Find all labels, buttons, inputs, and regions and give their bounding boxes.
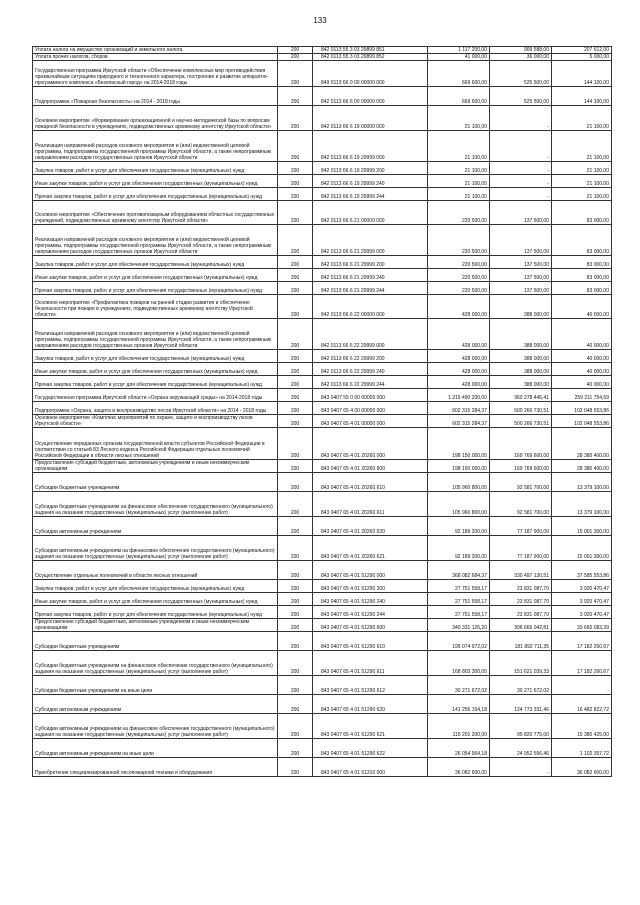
row-kbk-cell: 843 0407 65 4 01 51290 200	[313, 580, 428, 593]
row-kbk-cell: 842 0113 66 6 21 00000 000	[313, 201, 428, 225]
row-code-cell: 200	[278, 460, 313, 473]
row-name-cell: Субсидии автономным учреждениям на финансовое обеспечение государственного (муниципального) задания на оказание государственных (муниципальных) услуг (выполнение работ)	[33, 536, 278, 561]
row-kbk-cell: 842 0113 66 6 21 29999 244	[313, 282, 428, 295]
row-approved-cell: 21 100,00	[428, 162, 490, 175]
row-remaining-cell: 3 920 470,47	[552, 606, 612, 619]
row-remaining-cell: -	[552, 676, 612, 695]
row-code-cell: 200	[278, 619, 313, 632]
row-code-cell: 200	[278, 350, 313, 363]
row-approved-cell: 27 751 558,17	[428, 580, 490, 593]
row-kbk-cell: 843 0407 65 4 01 51290 622	[313, 739, 428, 758]
row-approved-cell: 21 100,00	[428, 175, 490, 188]
row-approved-cell: 220 500,00	[428, 201, 490, 225]
row-executed-cell: 36 000,00	[490, 54, 552, 61]
row-name-cell: Предоставление субсидий бюджетным, автономным учреждениям и иным некоммерческим организациям	[33, 619, 278, 632]
row-executed-cell: 500 266 730,51	[490, 402, 552, 415]
row-approved-cell: 340 331 126,20	[428, 619, 490, 632]
table-row	[33, 651, 612, 676]
row-executed-cell: 137 500,00	[490, 256, 552, 269]
row-code-cell: 200	[278, 492, 313, 517]
row-remaining-cell: 13 379 100,00	[552, 473, 612, 492]
row-kbk-cell: 843 0407 65 4 01 20260 610	[313, 473, 428, 492]
row-code-cell: 200	[278, 175, 313, 188]
row-name-cell: Субсидии бюджетным учреждениям	[33, 473, 278, 492]
row-remaining-cell: 207 612,00	[552, 47, 612, 54]
row-code-cell: 200	[278, 54, 313, 61]
row-code-cell: 200	[278, 739, 313, 758]
row-approved-cell: 168 803 300,00	[428, 651, 490, 676]
row-remaining-cell: 17 182 260,67	[552, 651, 612, 676]
table-row	[33, 175, 612, 188]
row-code-cell: 200	[278, 87, 313, 106]
row-kbk-cell: 842 0113 66 6 22 29999 244	[313, 376, 428, 389]
row-code-cell: 200	[278, 651, 313, 676]
row-kbk-cell: 849 0113 66 0 00 00000 000	[313, 61, 428, 87]
row-approved-cell: 141 256 154,18	[428, 695, 490, 714]
row-name-cell: Прочая закупка товаров, работ и услуг для обеспечения государственных (муниципальных) нужд	[33, 188, 278, 201]
row-executed-cell: 169 769 600,00	[490, 460, 552, 473]
row-approved-cell: 220 500,00	[428, 256, 490, 269]
row-approved-cell: 199 074 972,02	[428, 632, 490, 651]
row-remaining-cell: 83 000,00	[552, 201, 612, 225]
row-kbk-cell: 843 0407 65 4 01 51290 600	[313, 619, 428, 632]
row-code-cell: 200	[278, 131, 313, 162]
row-code-cell: 200	[278, 106, 313, 131]
row-code-cell: 200	[278, 269, 313, 282]
budget-execution-table	[32, 46, 612, 777]
row-kbk-cell: 843 0407 55 0 00 00000 000	[313, 389, 428, 402]
table-row	[33, 632, 612, 651]
row-kbk-cell: 843 0407 65 4 01 51290 240	[313, 593, 428, 606]
table-row	[33, 363, 612, 376]
row-name-cell: Прочая закупка товаров, работ и услуг для обеспечения государственных (муниципальных) нужд	[33, 376, 278, 389]
row-kbk-cell: 842 0113 66 6 21 29999 240	[313, 269, 428, 282]
row-name-cell: Основное мероприятие «Профилактика пожаров на ранней стадии развития и обеспечение безопасности при пожаре в учреждениях, подведомственных архивному агентству Иркутской области»	[33, 295, 278, 319]
row-code-cell: 200	[278, 188, 313, 201]
table-row	[33, 758, 612, 777]
row-code-cell: 200	[278, 376, 313, 389]
row-executed-cell: 960 278 445,41	[490, 389, 552, 402]
row-approved-cell: 36 082 600,00	[428, 758, 490, 777]
row-approved-cell: 428 000,00	[428, 363, 490, 376]
row-name-cell: Предоставление субсидий бюджетным, автономным учреждениям и иным некоммерческим организациям	[33, 460, 278, 473]
row-remaining-cell: 102 048 553,86	[552, 415, 612, 428]
row-code-cell: 200	[278, 536, 313, 561]
row-approved-cell: 428 000,00	[428, 295, 490, 319]
row-code-cell: 200	[278, 61, 313, 87]
row-remaining-cell: 40 000,00	[552, 376, 612, 389]
row-approved-cell: 41 000,00	[428, 54, 490, 61]
row-code-cell: 200	[278, 676, 313, 695]
row-executed-cell: 23 831 087,70	[490, 606, 552, 619]
table-row	[33, 87, 612, 106]
row-code-cell: 200	[278, 632, 313, 651]
row-kbk-cell: 843 0407 65 4 01 51290 612	[313, 676, 428, 695]
row-code-cell: 200	[278, 517, 313, 536]
row-name-cell: Закупка товаров, работ и услуг для обеспечения государственных (муниципальных) нужд	[33, 580, 278, 593]
row-code-cell: 200	[278, 225, 313, 256]
row-executed-cell: -	[490, 162, 552, 175]
row-approved-cell: 105 960 800,00	[428, 473, 490, 492]
row-name-cell: Государственная программа Иркутской области «Охрана окружающей среды» на 2014-2018 годы	[33, 389, 278, 402]
table-row	[33, 415, 612, 428]
row-executed-cell: 137 500,00	[490, 225, 552, 256]
row-remaining-cell: 40 000,00	[552, 363, 612, 376]
table-row	[33, 106, 612, 131]
row-executed-cell: -	[490, 106, 552, 131]
row-name-cell: Осуществление отдельных полномочий в области лесных отношений	[33, 561, 278, 580]
row-code-cell: 200	[278, 428, 313, 460]
row-executed-cell: 388 000,00	[490, 363, 552, 376]
row-kbk-cell: 843 0407 65 4 01 20260 600	[313, 460, 428, 473]
row-approved-cell: 220 500,00	[428, 269, 490, 282]
row-executed-cell: 23 831 087,70	[490, 593, 552, 606]
row-remaining-cell: 40 000,00	[552, 295, 612, 319]
table-row	[33, 606, 612, 619]
row-approved-cell: 21 100,00	[428, 106, 490, 131]
row-name-cell: Иные закупки товаров, работ и услуг для обеспечения государственных (муниципальных) нужд	[33, 269, 278, 282]
row-executed-cell: 151 621 039,33	[490, 651, 552, 676]
row-remaining-cell: 28 380 400,00	[552, 460, 612, 473]
table-row	[33, 739, 612, 758]
row-kbk-cell: 842 0113 66 6 19 29999 000	[313, 131, 428, 162]
table-row	[33, 282, 612, 295]
row-kbk-cell: 843 0407 65 4 01 51290 000	[313, 561, 428, 580]
row-remaining-cell: 3 920 470,47	[552, 580, 612, 593]
row-executed-cell: 30 271 672,02	[490, 676, 552, 695]
row-remaining-cell: 40 000,00	[552, 350, 612, 363]
row-executed-cell: 388 000,00	[490, 319, 552, 350]
row-executed-cell: 77 187 900,00	[490, 517, 552, 536]
row-code-cell: 200	[278, 580, 313, 593]
row-name-cell: Субсидии автономным учреждениям на иные цели	[33, 739, 278, 758]
row-kbk-cell: 842 0113 66 6 21 29999 000	[313, 225, 428, 256]
table-row	[33, 402, 612, 415]
row-remaining-cell: 1 102 397,72	[552, 739, 612, 758]
table-row	[33, 162, 612, 175]
row-name-cell: Основное мероприятие «Комплекс мероприятий по охране, защите и воспроизводству лесов Иркутской области»	[33, 415, 278, 428]
row-approved-cell: 105 960 800,00	[428, 492, 490, 517]
row-code-cell: 200	[278, 363, 313, 376]
row-executed-cell: -	[490, 188, 552, 201]
table-row	[33, 54, 612, 61]
row-kbk-cell: 843 0407 65 4 01 51290 611	[313, 651, 428, 676]
page-number: 133	[313, 16, 327, 25]
table-row	[33, 131, 612, 162]
row-remaining-cell: 83 000,00	[552, 269, 612, 282]
table-row	[33, 428, 612, 460]
row-name-cell: Реализация направлений расходов основного мероприятия и (или) ведомственной целевой программы, подпрограммы государственной программы Иркутской области, а также непрограммным направлениям расходов государственных органов Иркутской области	[33, 131, 278, 162]
row-name-cell: Закупка товаров, работ и услуг для обеспечения государственных (муниципальных) нужд	[33, 162, 278, 175]
row-executed-cell: 137 500,00	[490, 269, 552, 282]
row-remaining-cell: 259 211 754,59	[552, 389, 612, 402]
row-code-cell: 200	[278, 593, 313, 606]
row-name-cell: Основное мероприятие «Формирование организационной и научно-методической базы по вопросам пожарной безопасности в учреждениях, подведомственных архивному агентству Иркутской области»	[33, 106, 278, 131]
row-remaining-cell: 21 100,00	[552, 175, 612, 188]
row-remaining-cell: 21 100,00	[552, 106, 612, 131]
row-kbk-cell: 843 0407 65 4 01 20260 611	[313, 492, 428, 517]
row-name-cell: Подпрограмма «Охрана, защита и воспроизводство лесов Иркутской области» на 2014 - 2018 годы	[33, 402, 278, 415]
row-remaining-cell: 83 000,00	[552, 282, 612, 295]
table-row	[33, 319, 612, 350]
row-name-cell: Уплата прочих налогов, сборов	[33, 54, 278, 61]
row-code-cell: 200	[278, 606, 313, 619]
row-name-cell: Уплата налога на имущество организаций и земельного налога	[33, 47, 278, 54]
row-code-cell: 200	[278, 758, 313, 777]
row-executed-cell: 77 187 900,00	[490, 536, 552, 561]
table-row	[33, 295, 612, 319]
row-code-cell: 200	[278, 695, 313, 714]
table-row	[33, 536, 612, 561]
table-row	[33, 47, 612, 54]
row-executed-cell: 169 769 600,00	[490, 428, 552, 460]
row-kbk-cell: 842 0113 66 6 22 00000 000	[313, 295, 428, 319]
table-row	[33, 695, 612, 714]
row-name-cell: Иные закупки товаров, работ и услуг для обеспечения государственных (муниципальных) нужд	[33, 175, 278, 188]
row-executed-cell: 500 266 730,51	[490, 415, 552, 428]
row-approved-cell: 26 054 954,18	[428, 739, 490, 758]
row-kbk-cell: 843 0407 65 4 00 00000 000	[313, 402, 428, 415]
row-remaining-cell: 17 182 260,67	[552, 632, 612, 651]
row-name-cell: Подпрограмма «Пожарная безопасность» на 2014 - 2018 годы	[33, 87, 278, 106]
row-kbk-cell: 843 0407 65 4 01 51310 000	[313, 758, 428, 777]
table-row	[33, 389, 612, 402]
row-kbk-cell: 843 0407 65 4 01 51290 610	[313, 632, 428, 651]
row-executed-cell: 92 581 700,00	[490, 473, 552, 492]
table-row	[33, 619, 612, 632]
row-kbk-cell: 842 0113 66 6 22 29999 000	[313, 319, 428, 350]
table-row	[33, 256, 612, 269]
row-name-cell: Осуществление переданных органам государственной власти субъектов Российской Федерации в соответствии со статьей 83 Лесного кодекса Российской Федерации отдельных полномочий Российской Федерации в области лесных отношений	[33, 428, 278, 460]
row-code-cell: 200	[278, 256, 313, 269]
row-code-cell: 200	[278, 415, 313, 428]
row-executed-cell: 24 952 556,46	[490, 739, 552, 758]
row-remaining-cell: 33 665 083,39	[552, 619, 612, 632]
row-kbk-cell: 843 0407 65 4 01 20260 621	[313, 536, 428, 561]
row-approved-cell: 368 082 684,37	[428, 561, 490, 580]
table-row	[33, 561, 612, 580]
table-body	[33, 47, 612, 777]
row-kbk-cell: 842 0113 66 6 00 00000 000	[313, 87, 428, 106]
row-executed-cell: -	[490, 175, 552, 188]
row-name-cell: Закупка товаров, работ и услуг для обеспечения государственных (муниципальных) нужд	[33, 350, 278, 363]
row-kbk-cell: 842 0113 66 6 22 29999 200	[313, 350, 428, 363]
row-remaining-cell: 5 000,00	[552, 54, 612, 61]
row-approved-cell: 27 751 558,17	[428, 606, 490, 619]
row-executed-cell: 181 892 711,35	[490, 632, 552, 651]
table-row	[33, 460, 612, 473]
row-remaining-cell: 16 482 822,72	[552, 695, 612, 714]
row-approved-cell: 220 500,00	[428, 225, 490, 256]
row-remaining-cell: 21 100,00	[552, 131, 612, 162]
row-kbk-cell: 842 0113 66 6 21 29999 200	[313, 256, 428, 269]
row-kbk-cell: 842 0113 66 6 22 29999 240	[313, 363, 428, 376]
table-row	[33, 580, 612, 593]
row-kbk-cell: 842 0113 66 6 19 29999 244	[313, 188, 428, 201]
row-executed-cell: 92 581 700,00	[490, 492, 552, 517]
row-remaining-cell: 40 000,00	[552, 319, 612, 350]
row-name-cell: Прочая закупка товаров, работ и услуг для обеспечения государственных (муниципальных) нужд	[33, 606, 278, 619]
row-approved-cell: 669 600,00	[428, 61, 490, 87]
row-code-cell: 200	[278, 47, 313, 54]
row-remaining-cell: 28 380 400,00	[552, 428, 612, 460]
row-name-cell: Субсидии бюджетным учреждениям на финансовое обеспечение государственного (муниципального) задания на оказание государственных (муниципальных) услуг (выполнение работ)	[33, 492, 278, 517]
row-executed-cell: 23 831 087,70	[490, 580, 552, 593]
row-executed-cell: 388 000,00	[490, 295, 552, 319]
row-kbk-cell: 843 0407 65 4 01 00000 000	[313, 415, 428, 428]
row-name-cell: Приобретение специализированной лесопожарной техники и оборудования	[33, 758, 278, 777]
row-executed-cell: 137 500,00	[490, 201, 552, 225]
row-remaining-cell: 36 082 600,00	[552, 758, 612, 777]
row-code-cell: 200	[278, 319, 313, 350]
table-row	[33, 201, 612, 225]
row-name-cell: Субсидии автономным учреждениям	[33, 695, 278, 714]
table-row	[33, 593, 612, 606]
table-row	[33, 676, 612, 695]
row-approved-cell: 1 219 490 200,00	[428, 389, 490, 402]
table-row	[33, 492, 612, 517]
row-code-cell: 200	[278, 201, 313, 225]
row-code-cell: 200	[278, 402, 313, 415]
row-approved-cell: 602 315 284,37	[428, 402, 490, 415]
row-name-cell: Субсидии автономным учреждениям на финансовое обеспечение государственного (муниципального) задания на оказание государственных (муниципальных) услуг (выполнение работ)	[33, 714, 278, 739]
row-approved-cell: 27 751 558,17	[428, 593, 490, 606]
row-code-cell: 200	[278, 295, 313, 319]
row-executed-cell: 525 500,00	[490, 61, 552, 87]
row-remaining-cell: 37 585 553,86	[552, 561, 612, 580]
row-approved-cell: 428 000,00	[428, 319, 490, 350]
row-executed-cell: 909 588,00	[490, 47, 552, 54]
row-kbk-cell: 843 0407 65 4 01 20260 620	[313, 517, 428, 536]
row-remaining-cell: 15 380 425,00	[552, 714, 612, 739]
row-kbk-cell: 843 0407 65 4 01 20260 000	[313, 428, 428, 460]
row-code-cell: 200	[278, 282, 313, 295]
row-approved-cell: 92 189 200,00	[428, 517, 490, 536]
row-name-cell: Субсидии бюджетным учреждениям на финансовое обеспечение государственного (муниципального) задания на оказание государственных (муниципальных) услуг (выполнение работ)	[33, 651, 278, 676]
row-executed-cell: 137 500,00	[490, 282, 552, 295]
row-approved-cell: 669 600,00	[428, 87, 490, 106]
row-approved-cell: 428 000,00	[428, 350, 490, 363]
row-remaining-cell: 83 000,00	[552, 256, 612, 269]
row-remaining-cell: 15 001 300,00	[552, 536, 612, 561]
row-approved-cell: 115 201 200,00	[428, 714, 490, 739]
row-approved-cell: 21 100,00	[428, 188, 490, 201]
row-name-cell: Субсидии автономным учреждениям	[33, 517, 278, 536]
row-kbk-cell: 842 0113 55 3 03 29899 851	[313, 47, 428, 54]
row-name-cell: Основное мероприятие «Обеспечение противопожарным оборудованием областных государственных учреждений, подведомственных архивному агентству Иркутской области»	[33, 201, 278, 225]
table-row	[33, 61, 612, 87]
row-executed-cell: 330 497 130,51	[490, 561, 552, 580]
row-name-cell: Прочая закупка товаров, работ и услуг для обеспечения государственных (муниципальных) нужд	[33, 282, 278, 295]
row-kbk-cell: 843 0407 65 4 01 51290 620	[313, 695, 428, 714]
row-remaining-cell: 144 100,00	[552, 87, 612, 106]
row-executed-cell: 388 000,00	[490, 350, 552, 363]
table-row	[33, 269, 612, 282]
row-approved-cell: 92 189 200,00	[428, 536, 490, 561]
row-remaining-cell: 83 000,00	[552, 225, 612, 256]
row-name-cell: Иные закупки товаров, работ и услуг для обеспечения государственных (муниципальных) нужд	[33, 593, 278, 606]
row-code-cell: 200	[278, 389, 313, 402]
row-approved-cell: 30 271 672,02	[428, 676, 490, 695]
row-kbk-cell: 842 0113 66 6 19 00000 000	[313, 106, 428, 131]
row-executed-cell: 124 773 331,46	[490, 695, 552, 714]
row-approved-cell: 602 315 284,37	[428, 415, 490, 428]
row-kbk-cell: 842 0113 66 6 19 29999 240	[313, 175, 428, 188]
row-code-cell: 200	[278, 162, 313, 175]
table-row	[33, 473, 612, 492]
row-approved-cell: 1 117 200,00	[428, 47, 490, 54]
row-executed-cell: 388 000,00	[490, 376, 552, 389]
row-approved-cell: 198 150 000,00	[428, 428, 490, 460]
row-approved-cell: 198 150 000,00	[428, 460, 490, 473]
row-kbk-cell: 842 0113 55 3 03 29899 852	[313, 54, 428, 61]
table-row	[33, 188, 612, 201]
row-remaining-cell: 144 100,00	[552, 61, 612, 87]
row-kbk-cell: 842 0113 66 6 19 29999 200	[313, 162, 428, 175]
row-executed-cell: 525 500,00	[490, 87, 552, 106]
table-row	[33, 376, 612, 389]
row-name-cell: Государственная программа Иркутской области «Обеспечение комплексных мер противодействия чрезвычайным ситуациям природного и техногенного характера, построение и развитие аппаратно-программного комплекса «Безопасный город» на 2014-2018 годы	[33, 61, 278, 87]
table-row	[33, 225, 612, 256]
row-executed-cell: -	[490, 131, 552, 162]
row-name-cell: Реализация направлений расходов основного мероприятия и (или) ведомственной целевой программы, подпрограммы государственной программы Иркутской области, а также непрограммным направлениям расходов государственных органов Иркутской области	[33, 225, 278, 256]
row-name-cell: Иные закупки товаров, работ и услуг для обеспечения государственных (муниципальных) нужд	[33, 363, 278, 376]
table-row	[33, 714, 612, 739]
row-name-cell: Субсидии бюджетным учреждениям на иные цели	[33, 676, 278, 695]
row-approved-cell: 220 500,00	[428, 282, 490, 295]
row-kbk-cell: 843 0407 65 4 01 51290 621	[313, 714, 428, 739]
row-executed-cell: 306 666 042,81	[490, 619, 552, 632]
row-code-cell: 200	[278, 714, 313, 739]
row-remaining-cell: 102 048 553,86	[552, 402, 612, 415]
row-name-cell: Закупка товаров, работ и услуг для обеспечения государственных (муниципальных) нужд	[33, 256, 278, 269]
row-code-cell: 200	[278, 473, 313, 492]
row-kbk-cell: 843 0407 65 4 01 51290 244	[313, 606, 428, 619]
row-remaining-cell: 21 100,00	[552, 162, 612, 175]
row-remaining-cell: 15 001 300,00	[552, 517, 612, 536]
row-executed-cell: -	[490, 758, 552, 777]
table-row	[33, 350, 612, 363]
row-executed-cell: 99 820 775,00	[490, 714, 552, 739]
row-remaining-cell: 13 379 100,00	[552, 492, 612, 517]
row-remaining-cell: 3 920 470,47	[552, 593, 612, 606]
row-name-cell: Реализация направлений расходов основного мероприятия и (или) ведомственной целевой программы, подпрограммы государственной программы Иркутской области, а также непрограммным направлениям расходов государственных органов Иркутской области	[33, 319, 278, 350]
row-remaining-cell: 21 100,00	[552, 188, 612, 201]
row-approved-cell: 428 000,00	[428, 376, 490, 389]
table-row	[33, 517, 612, 536]
row-code-cell: 200	[278, 561, 313, 580]
row-name-cell: Субсидии бюджетным учреждениям	[33, 632, 278, 651]
row-approved-cell: 21 100,00	[428, 131, 490, 162]
